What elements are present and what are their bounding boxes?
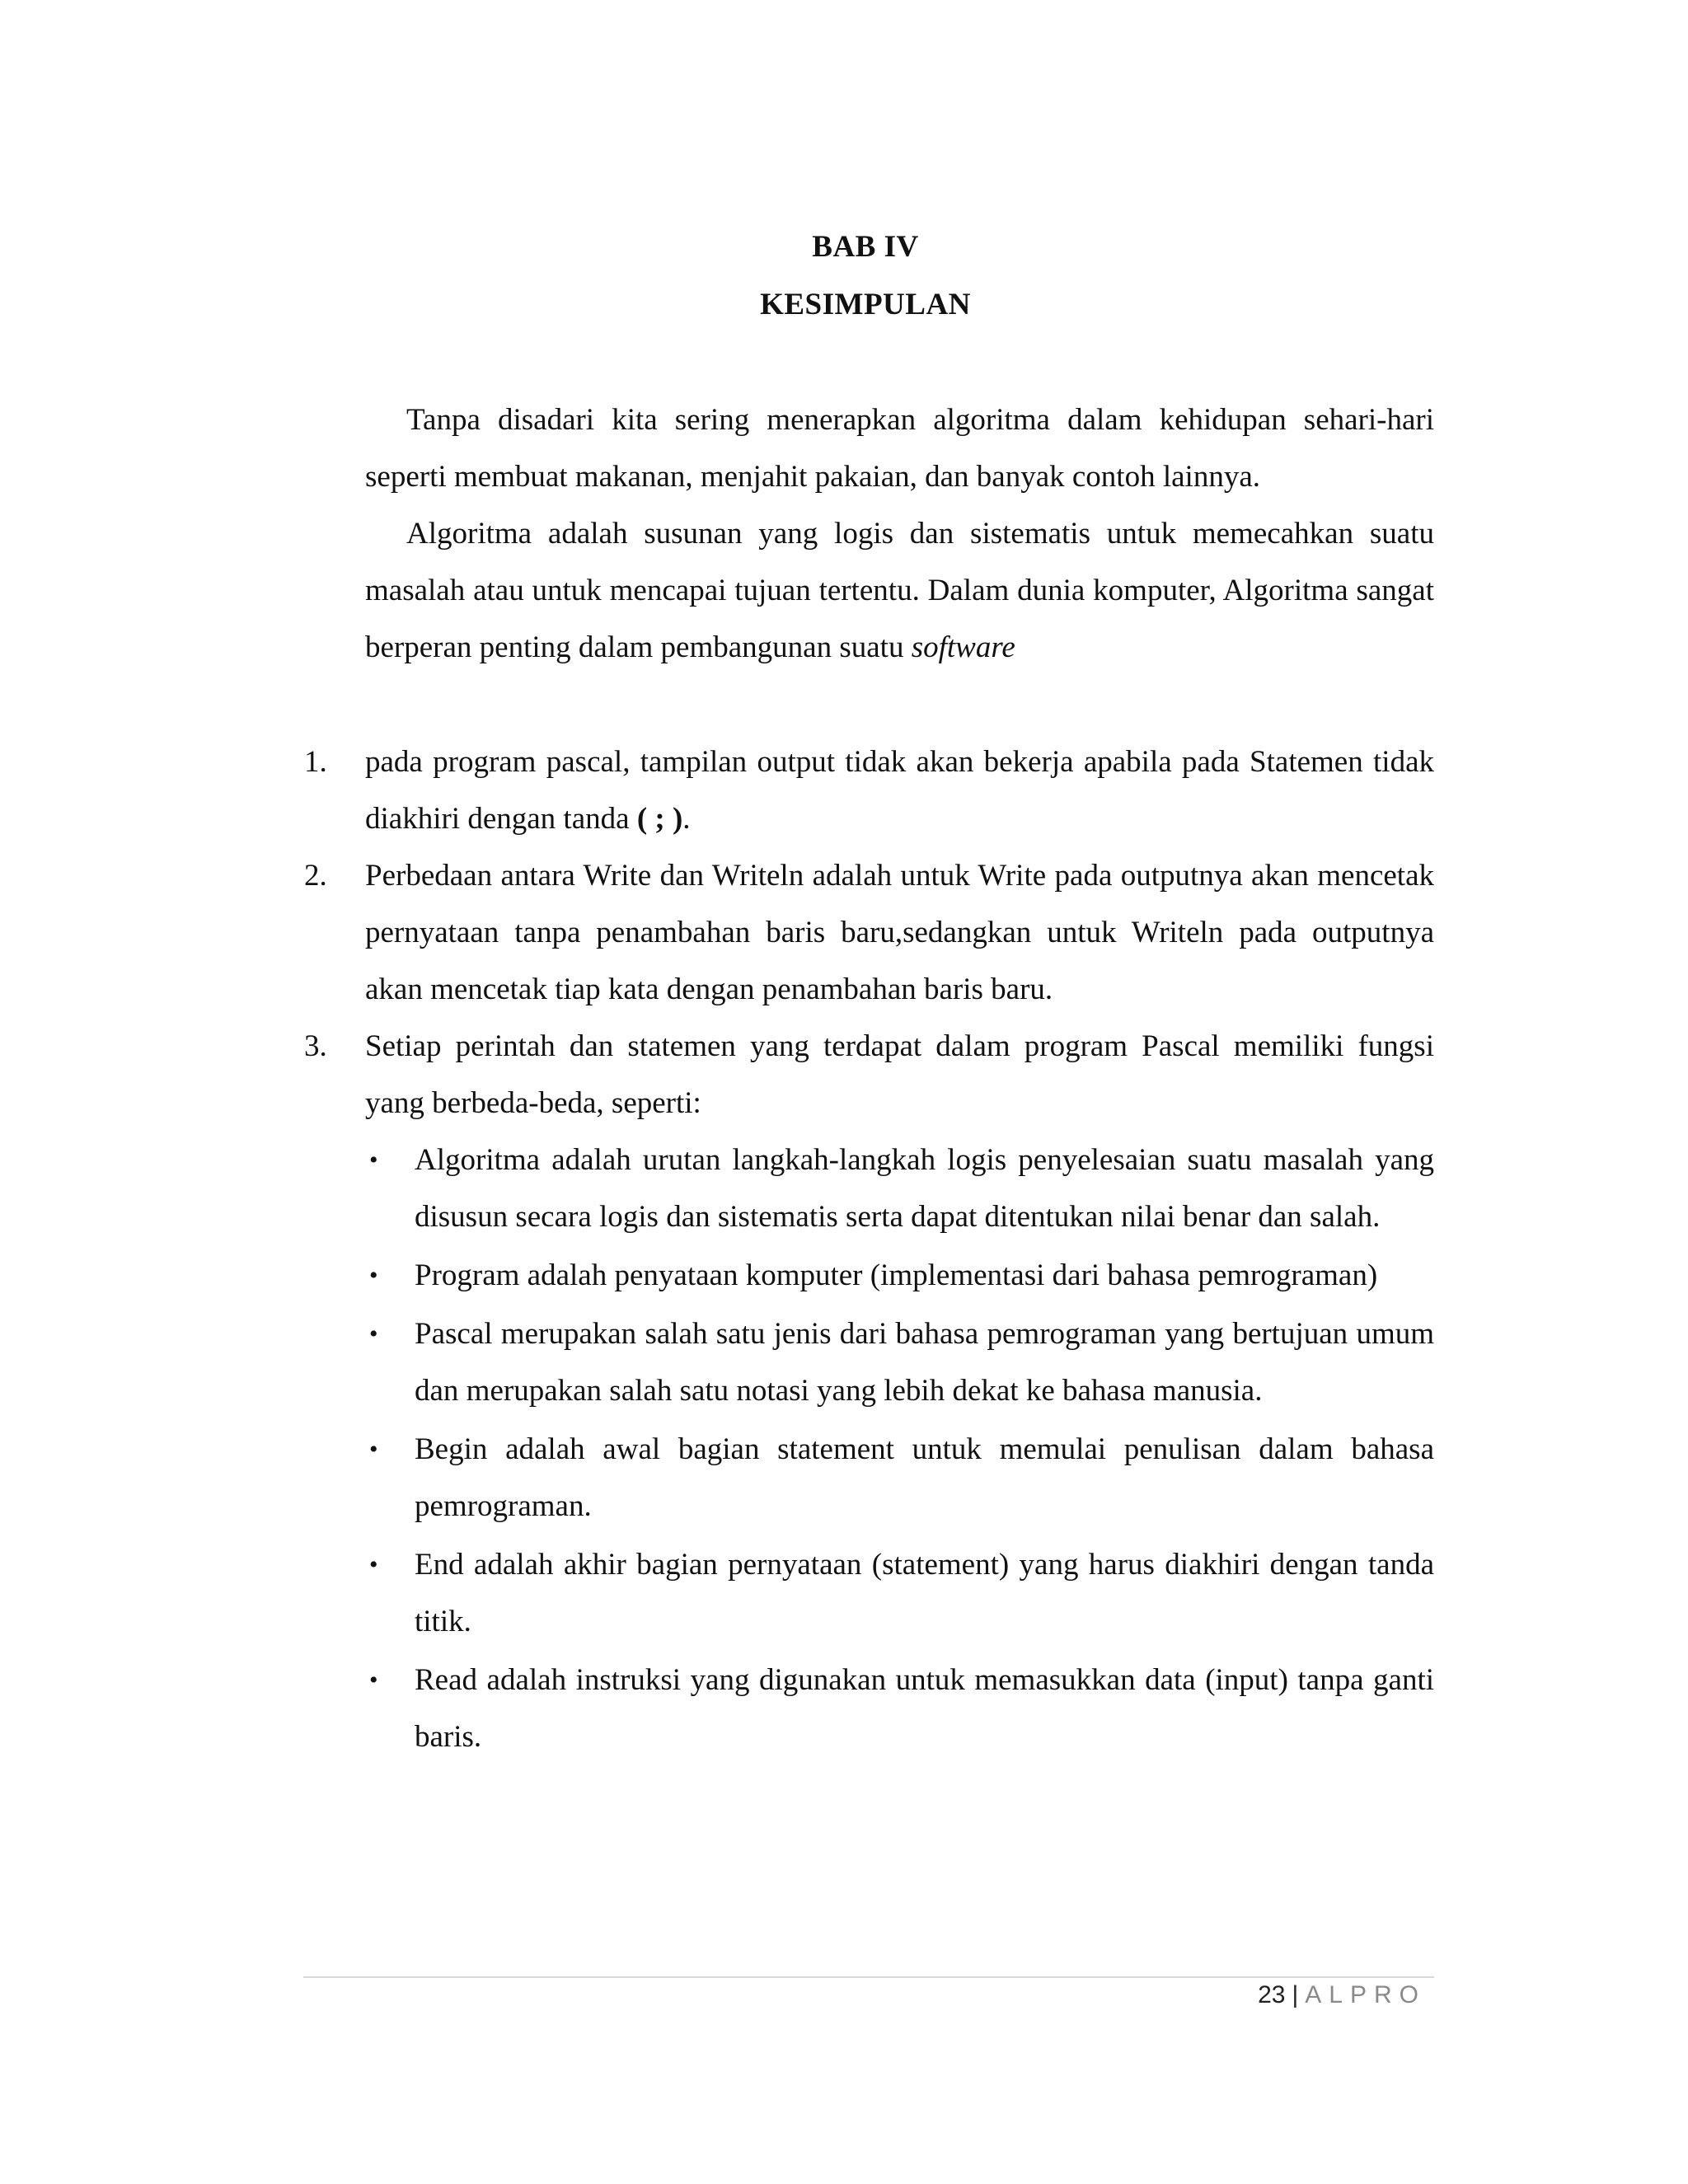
- footer-separator: |: [1292, 1981, 1299, 2008]
- paragraph-2-italic-term: software: [911, 630, 1015, 664]
- bullet-icon: •: [369, 1262, 378, 1289]
- bullet-text: End adalah akhir bagian pernyataan (statement) yang harus diakhiri dengan tanda titik.: [415, 1548, 1434, 1638]
- footer-divider: [303, 1976, 1434, 1978]
- paragraph-1: Tanpa disadari kita sering menerapkan algoritma dalam kehidupan sehari-hari seperti membuat makanan, menjahit pakaian, dan banyak contoh lainnya.: [365, 403, 1434, 494]
- intro-paragraphs: [365, 391, 1434, 676]
- bullet-icon: •: [369, 1320, 378, 1347]
- list-item: [304, 847, 1434, 1018]
- footer-label: ALPRO: [1305, 1981, 1426, 2008]
- chapter-number: BAB IV: [812, 230, 919, 264]
- list-number: 2.: [304, 859, 327, 893]
- list-item-text: Setiap perintah dan statemen yang terdapat dalam program Pascal memiliki fungsi yang berbeda-beda, seperti:: [365, 1029, 1434, 1120]
- conclusion-list: [304, 733, 1434, 1767]
- bullet-text: Program adalah penyataan komputer (implementasi dari bahasa pemrograman): [415, 1258, 1378, 1292]
- bullet-icon: •: [369, 1436, 378, 1463]
- bullet-text: Read adalah instruksi yang digunakan untuk memasukkan data (input) tanpa ganti baris.: [415, 1663, 1434, 1754]
- bullet-icon: •: [369, 1146, 378, 1174]
- list-number: 3.: [304, 1029, 327, 1063]
- semicolon-mark: ( ; ): [636, 802, 683, 836]
- bullet-item: [365, 1132, 1434, 1245]
- paragraph-2-text: Algoritma adalah susunan yang logis dan sistematis untuk memecahkan suatu masalah atau untuk mencapai tujuan tertentu. Dalam dunia komputer, Algoritma sangat berperan penting dalam pembangunan suatu: [365, 517, 1434, 664]
- bullet-text: Begin adalah awal bagian statement untuk memulai penulisan dalam bahasa pemrograman.: [415, 1432, 1434, 1523]
- bullet-item: [365, 1652, 1434, 1765]
- bullet-icon: •: [369, 1551, 378, 1578]
- bullet-text: Pascal merupakan salah satu jenis dari bahasa pemrograman yang bertujuan umum dan merupakan salah satu notasi yang lebih dekat ke bahasa manusia.: [415, 1317, 1434, 1408]
- list-item-text: pada program pascal, tampilan output tidak akan bekerja apabila pada Statemen tidak diakhiri dengan tanda: [365, 745, 1434, 836]
- chapter-title: KESIMPULAN: [760, 288, 971, 321]
- bullet-icon: •: [369, 1666, 378, 1694]
- list-item-text: Perbedaan antara Write dan Writeln adalah untuk Write pada outputnya akan mencetak pernyataan tanpa penambahan baris baru,sedangkan untuk Writeln pada outputnya akan mencetak tiap kata dengan penambahan baris baru.: [365, 859, 1434, 1006]
- list-number: 1.: [304, 745, 327, 779]
- page-number: 23: [1258, 1981, 1286, 2008]
- list-item: [304, 1018, 1434, 1765]
- bullet-item: [365, 1421, 1434, 1535]
- paragraph-2: [365, 505, 1434, 676]
- bullet-item: [365, 1247, 1434, 1304]
- page-footer: [1258, 1981, 1426, 2009]
- bullet-text: Algoritma adalah urutan langkah-langkah logis penyelesaian suatu masalah yang disusun secara logis dan sistematis serta dapat ditentukan nilai benar dan salah.: [415, 1143, 1434, 1234]
- list-item-text-end: .: [682, 802, 691, 836]
- bullet-item: [365, 1305, 1434, 1419]
- bullet-item: [365, 1536, 1434, 1650]
- list-item: [304, 733, 1434, 847]
- bullet-list: [365, 1132, 1434, 1765]
